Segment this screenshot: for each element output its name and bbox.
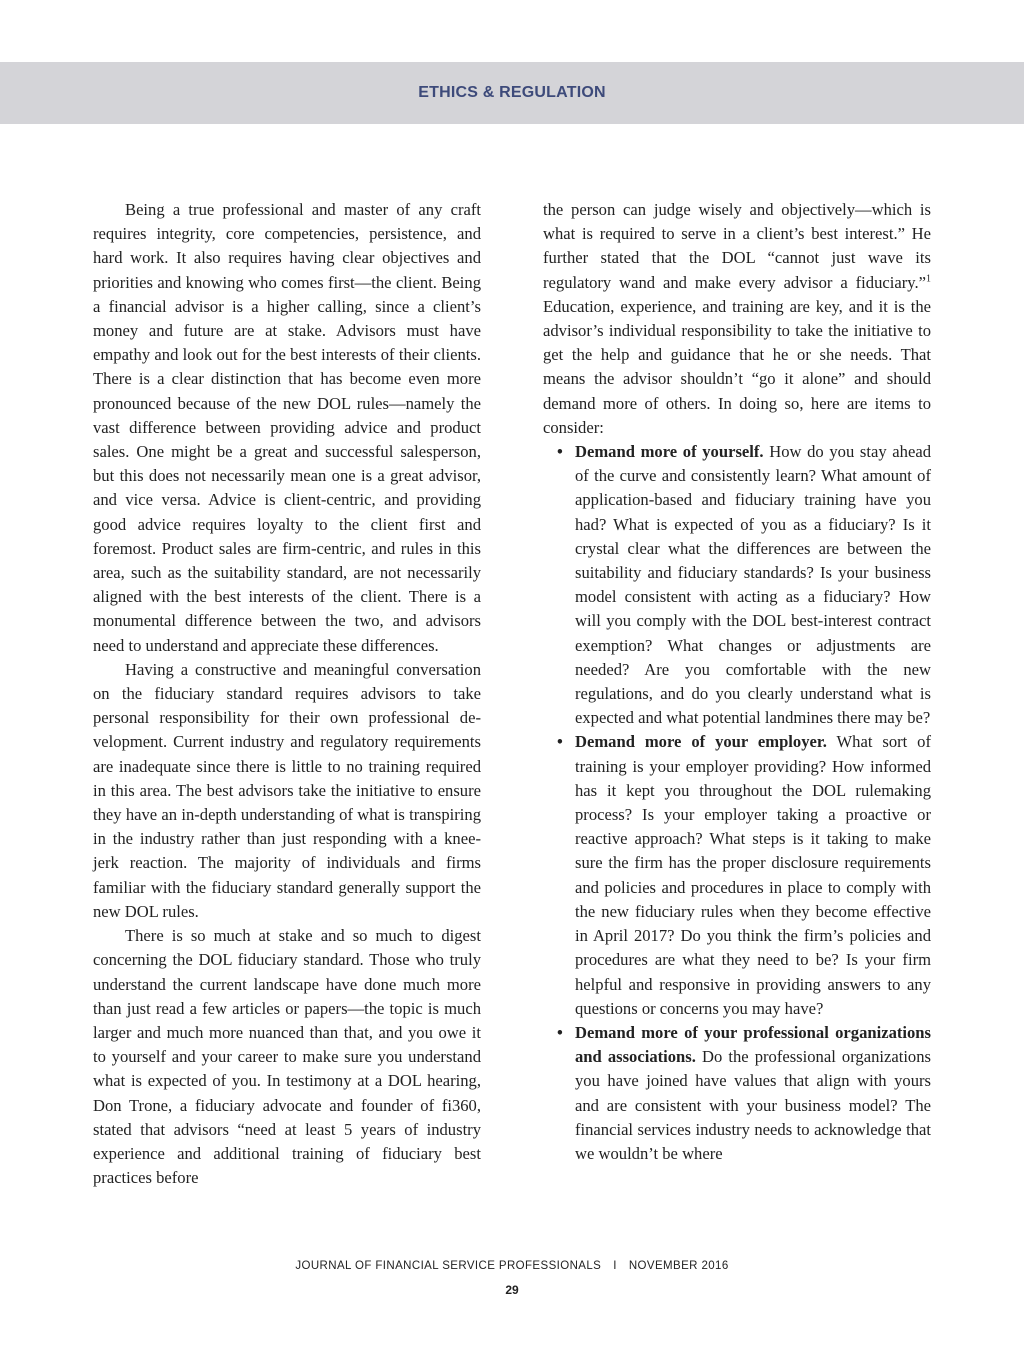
bullet-text: Do the professional organizations you have joined have values that align with yours and are consistent with your business model? The financial services industry needs to acknowledge that we wouldn’t be where — [575, 1047, 931, 1163]
body-paragraph: There is so much at stake and so much to digest concerning the DOL fiduciary standard. Those who truly understand the current landscape have done much more than just read a few articles or papers—the topic is much larger and much more nuanced than that, and you owe it to yourself and your career to make sure you understand what is expected of you. In testimony at a DOL hearing, Don Trone, a fiduciary advocate and founder of fi360, stated that advisors “need at least 5 years of industry experience and additional training of fiduciary best practices before — [93, 926, 481, 1188]
list-item — [543, 1021, 931, 1166]
section-title: ETHICS & REGULATION — [418, 84, 606, 101]
bullet-icon: • — [557, 1022, 563, 1042]
body-paragraph: Being a true professional and master of any craft requires integrity, core competencies, persistence, and hard work. It also requires having clear objectives and priorities and knowing who comes first—the client. Being a financial advisor is a higher calling, since a client’s money and future are at stake. Advisors must have empathy and look out for the best interests of their clients. There is a clear distinction that has become even more pronounced because of the new DOL rules—namely the vast difference between providing advice and product sales. One might be a great and successful salesperson, but this does not necessarily mean one is a great advisor, and vice versa. Advice is client-centric, and providing good advice requires loyalty to the client first and foremost. Product sales are firm-centric, and rules in this area, such as the suitability standard, are not necessarily aligned with the best interests of the client. There is a monumental difference between the two, and advisors need to understand and appreciate these differences. — [93, 200, 481, 655]
bullet-lead: Demand more of yourself. — [575, 442, 764, 462]
bullet-lead: Demand more of your professional organizations and associations. — [575, 1022, 931, 1067]
recommendations-list — [543, 440, 931, 1166]
journal-name: JOURNAL OF FINANCIAL SERVICE PROFESSIONALS — [295, 1260, 602, 1272]
bullet-icon: • — [557, 732, 563, 752]
issue-date: NOVEMBER 2016 — [628, 1260, 729, 1272]
list-item — [543, 440, 931, 730]
continued-paragraph — [543, 198, 931, 440]
page-number: 29 — [505, 1283, 519, 1297]
body-paragraph: Having a constructive and meaningful conversation on the fiduciary standard requires advisors to take personal responsibility for their own professional development. Current industry and regulatory requirements are inadequate since there is little to no training required in this area. The best advisors take the initiative to ensure they have an in-depth understanding of what is transpiring in the industry rather than just responding with a knee-jerk reaction. The majority of individuals and firms familiar with the fiduciary standard generally support the new DOL rules. — [93, 659, 481, 921]
right-column — [543, 198, 931, 1166]
bullet-text: What sort of training is your employer providing? How informed has it kept you throughout the DOL rulemaking process? Is your employer taking a proactive or reactive approach? What steps is it taking to make sure the firm has the proper disclosure requirements and policies and procedures in place to comply with the new fiduciary rules when they become effective in April 2017? Do you think the firm’s policies and procedures are what they need to be? Is your firm helpful and responsive in providing answers to any questions or concerns you may have? — [575, 732, 931, 1018]
footer-separator: I — [613, 1260, 617, 1272]
bullet-text: How do you stay ahead of the curve and consistently learn? What amount of application-based and fiduciary training have you had? What is expected of you as a fiduciary? Is it crystal clear what the differences are between the suitability and fiduciary standards? Is your business model consistent with acting as a fiduciary? How will you comply with the DOL best-interest contract exemption? What changes or adjustments are needed? Are you comfortable with the new regulations, and do you clearly understand what is expected and what potential landmines there may be? — [575, 442, 931, 728]
bullet-lead: Demand more of your employer. — [575, 732, 827, 752]
running-footer — [0, 1260, 1024, 1272]
footnote-marker: 1 — [926, 273, 931, 285]
continued-text-2: Education, experience, and training are key, and it is the advisor’s individual responsibility to take the initiative to get the help and guidance that he or she needs. That means the advisor shouldn’t “go it alone” and should demand more of others. In doing so, here are items to consider: — [543, 296, 931, 437]
section-header-band — [0, 62, 1024, 124]
bullet-icon: • — [557, 442, 563, 462]
continued-text: the person can judge wisely and objectively—which is what is required to serve in a client’s best interest.” He further stated that the DOL “cannot just wave its regulatory wand and make every advisor a fiduciary.” — [543, 200, 931, 292]
left-column — [93, 198, 481, 1190]
list-item — [543, 730, 931, 1020]
